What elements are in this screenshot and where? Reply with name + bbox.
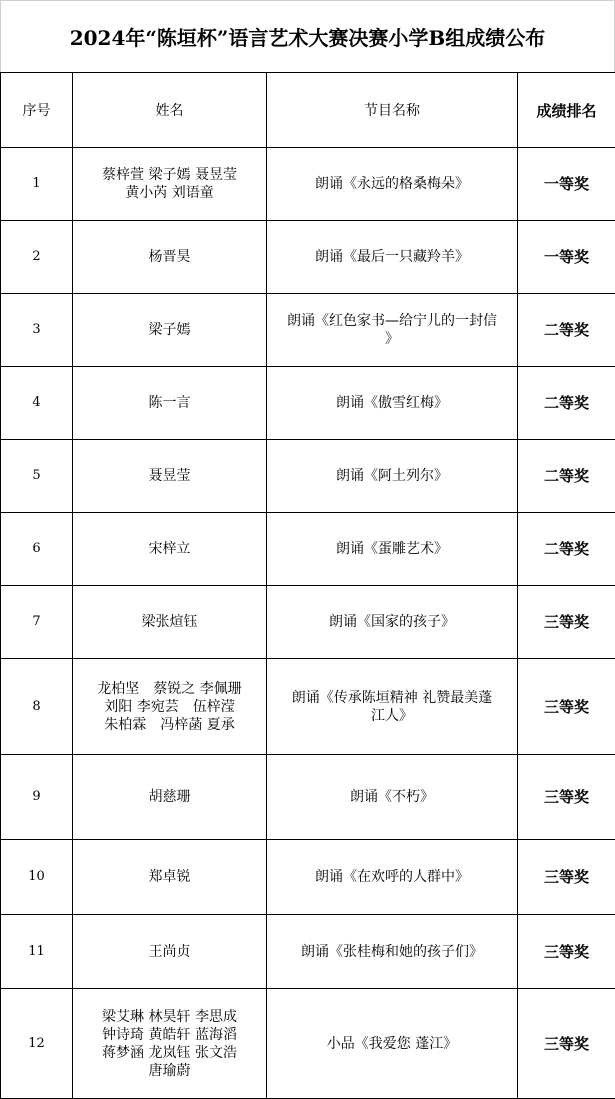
cell-rank: 一等奖 — [518, 221, 615, 294]
cell-rank: 三等奖 — [518, 989, 615, 1099]
cell-name: 宋梓立 — [73, 513, 267, 586]
cell-name: 龙柏坚 蔡锐之 李佩珊 刘阳 李宛芸 伍梓滢 朱柏霖 冯梓菡 夏承 — [73, 659, 267, 755]
cell-no: 12 — [1, 989, 73, 1099]
cell-name: 王尚贞 — [73, 915, 267, 989]
cell-no: 11 — [1, 915, 73, 989]
header-name: 姓名 — [73, 73, 267, 148]
cell-name: 郑卓锐 — [73, 840, 267, 915]
header-program: 节目名称 — [267, 73, 518, 148]
table-row — [1, 915, 615, 989]
table-row — [1, 586, 615, 659]
cell-rank: 三等奖 — [518, 659, 615, 755]
cell-rank: 二等奖 — [518, 440, 615, 513]
cell-program: 朗诵《蛋雕艺术》 — [267, 513, 518, 586]
table-row — [1, 148, 615, 221]
table-row — [1, 221, 615, 294]
cell-program: 朗诵《在欢呼的人群中》 — [267, 840, 518, 915]
page-title: 2024年“陈垣杯”语言艺术大赛决赛小学B组成绩公布 — [0, 0, 615, 72]
cell-program: 小品《我爱您 蓬江》 — [267, 989, 518, 1099]
cell-no: 3 — [1, 294, 73, 367]
table-row — [1, 367, 615, 440]
table-row — [1, 840, 615, 915]
cell-no: 1 — [1, 148, 73, 221]
cell-name: 梁子嫣 — [73, 294, 267, 367]
table-row — [1, 659, 615, 755]
header-rank: 成绩排名 — [518, 73, 615, 148]
cell-rank: 三等奖 — [518, 840, 615, 915]
cell-rank: 三等奖 — [518, 755, 615, 840]
cell-no: 2 — [1, 221, 73, 294]
cell-rank: 二等奖 — [518, 513, 615, 586]
header-no: 序号 — [1, 73, 73, 148]
cell-program: 朗诵《阿土列尔》 — [267, 440, 518, 513]
cell-name: 梁艾琳 林昊轩 李思成 钟诗琦 黄皓轩 蓝海滔 蒋梦涵 龙岚钰 张文浩 唐瑜蔚 — [73, 989, 267, 1099]
cell-no: 9 — [1, 755, 73, 840]
cell-program: 朗诵《最后一只藏羚羊》 — [267, 221, 518, 294]
cell-rank: 三等奖 — [518, 586, 615, 659]
cell-program: 朗诵《张桂梅和她的孩子们》 — [267, 915, 518, 989]
cell-no: 7 — [1, 586, 73, 659]
cell-name: 蔡梓萱 梁子嫣 聂昱莹 黄小芮 刘语童 — [73, 148, 267, 221]
cell-no: 6 — [1, 513, 73, 586]
table-row — [1, 440, 615, 513]
cell-no: 10 — [1, 840, 73, 915]
table-header-row — [1, 73, 615, 148]
cell-program: 朗诵《永远的格桑梅朵》 — [267, 148, 518, 221]
cell-no: 8 — [1, 659, 73, 755]
cell-program: 朗诵《红色家书—给宁儿的一封信 》 — [267, 294, 518, 367]
cell-name: 陈一言 — [73, 367, 267, 440]
table-row — [1, 294, 615, 367]
cell-name: 杨晋昊 — [73, 221, 267, 294]
cell-rank: 三等奖 — [518, 915, 615, 989]
table-row — [1, 989, 615, 1099]
results-table — [0, 72, 615, 1099]
cell-program: 朗诵《不朽》 — [267, 755, 518, 840]
cell-name: 聂昱莹 — [73, 440, 267, 513]
cell-rank: 二等奖 — [518, 367, 615, 440]
cell-rank: 一等奖 — [518, 148, 615, 221]
table-row — [1, 755, 615, 840]
cell-rank: 二等奖 — [518, 294, 615, 367]
cell-no: 4 — [1, 367, 73, 440]
cell-name: 胡慈珊 — [73, 755, 267, 840]
cell-program: 朗诵《傲雪红梅》 — [267, 367, 518, 440]
cell-name: 梁张煊钰 — [73, 586, 267, 659]
table-row — [1, 513, 615, 586]
cell-no: 5 — [1, 440, 73, 513]
cell-program: 朗诵《国家的孩子》 — [267, 586, 518, 659]
cell-program: 朗诵《传承陈垣精神 礼赞最美蓬 江人》 — [267, 659, 518, 755]
